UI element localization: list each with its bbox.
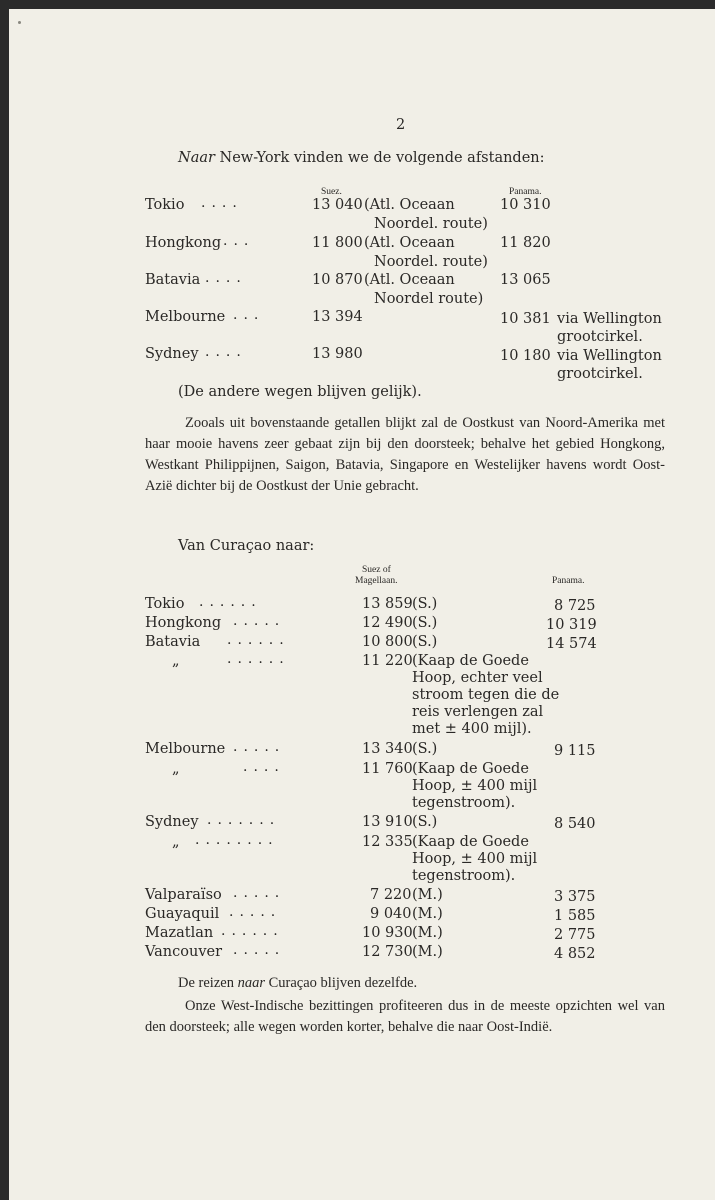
route-line: (Kaap de Goede bbox=[412, 761, 529, 777]
leader-dots: ........ bbox=[195, 832, 279, 848]
route-note: grootcirkel. bbox=[557, 366, 643, 382]
leader-dots: .... bbox=[201, 195, 243, 211]
route-note: via Wellington bbox=[557, 311, 662, 327]
place-name: Hongkong bbox=[145, 235, 222, 251]
place-name: Tokio bbox=[145, 197, 185, 213]
intro-line bbox=[178, 150, 545, 166]
leader-dots: ...... bbox=[199, 594, 262, 610]
route-line: Noordel. route) bbox=[374, 254, 488, 270]
suez-distance: 11 760 bbox=[362, 761, 413, 777]
suez-distance: 13 040 bbox=[312, 197, 363, 213]
col-header-suez: Suez. bbox=[321, 187, 342, 197]
closing-paragraph bbox=[145, 996, 665, 1038]
leader-dots: ..... bbox=[233, 613, 286, 629]
intro-prefix: Naar bbox=[178, 150, 215, 166]
route-line: (S.) bbox=[412, 634, 438, 650]
leader-dots: ... bbox=[233, 307, 265, 323]
route-line: stroom tegen die de bbox=[412, 687, 560, 703]
place-name: Melbourne bbox=[145, 741, 226, 757]
panama-distance: 10 180 bbox=[500, 348, 551, 364]
panama-distance: 2 775 bbox=[554, 927, 596, 943]
paragraph-text: Zooals uit bovenstaande getallen blijkt zal de Oostkust van Noord-Amerika met haar mooie havens zeer gebaat zijn bij den doorsteek; behalve het gebied Hongkong, Westkant Philippijnen, Saigon, Batavia, Singapore en Westelijker havens wordt Oost-Azië dichter bij de Oostkust der Unie gebracht. bbox=[145, 415, 665, 494]
leader-dots: ...... bbox=[221, 923, 284, 939]
suez-distance: 10 930 bbox=[362, 925, 413, 941]
place-name: Sydney bbox=[145, 814, 199, 830]
route-line: (S.) bbox=[412, 596, 438, 612]
document-page bbox=[9, 9, 715, 1200]
suez-distance: 7 220 bbox=[370, 887, 412, 903]
panama-distance: 3 375 bbox=[554, 889, 596, 905]
col-header-suez: Suez of bbox=[362, 565, 391, 575]
closing-emphasis: naar bbox=[237, 975, 265, 991]
route-line: (M.) bbox=[412, 887, 443, 903]
leader-dots: ...... bbox=[227, 632, 290, 648]
route-line: (M.) bbox=[412, 944, 443, 960]
route-line: tegenstroom). bbox=[412, 868, 516, 884]
route-line: (S.) bbox=[412, 814, 438, 830]
route-line: (Atl. Oceaan bbox=[364, 272, 455, 288]
route-line: (Kaap de Goede bbox=[412, 834, 529, 850]
leader-dots: ..... bbox=[233, 942, 286, 958]
place-name: Sydney bbox=[145, 346, 199, 362]
leader-dots: ... bbox=[223, 233, 255, 249]
route-line: Noordel. route) bbox=[374, 216, 488, 232]
leader-dots: ....... bbox=[207, 812, 281, 828]
ditto-mark: „ bbox=[172, 761, 180, 777]
route-line: Noordel route) bbox=[374, 291, 484, 307]
panama-distance: 10 381 bbox=[500, 311, 551, 327]
suez-distance: 11 800 bbox=[312, 235, 363, 251]
ditto-mark: „ bbox=[172, 834, 180, 850]
page-number: 2 bbox=[396, 117, 406, 133]
suez-distance: 13 910 bbox=[362, 814, 413, 830]
section-intro: Van Curaçao naar: bbox=[178, 538, 315, 554]
suez-distance: 12 730 bbox=[362, 944, 413, 960]
suez-distance: 13 980 bbox=[312, 346, 363, 362]
panama-distance: 11 820 bbox=[500, 235, 551, 251]
closing-text: Curaçao blijven dezelfde. bbox=[264, 975, 418, 991]
closing-line bbox=[178, 975, 417, 991]
route-line: (M.) bbox=[412, 925, 443, 941]
route-note: grootcirkel. bbox=[557, 329, 643, 345]
place-name: Tokio bbox=[145, 596, 185, 612]
suez-distance: 13 394 bbox=[312, 309, 363, 325]
closing-text: De reizen bbox=[178, 975, 238, 991]
suez-distance: 12 335 bbox=[362, 834, 413, 850]
route-line: (Atl. Oceaan bbox=[364, 235, 455, 251]
col-header-panama: Panama. bbox=[552, 576, 585, 586]
panama-distance: 4 852 bbox=[554, 946, 596, 962]
route-line: tegenstroom). bbox=[412, 795, 516, 811]
route-line: Hoop, ± 400 mijl bbox=[412, 778, 538, 794]
place-name: Valparaïso bbox=[145, 887, 222, 903]
panama-distance: 8 725 bbox=[554, 598, 596, 614]
panama-distance: 10 319 bbox=[546, 617, 597, 633]
place-name: Batavia bbox=[145, 272, 201, 288]
panama-distance: 8 540 bbox=[554, 816, 596, 832]
col-header-suez: Magellaan. bbox=[355, 576, 398, 586]
panama-distance: 13 065 bbox=[500, 272, 551, 288]
table-footnote: (De andere wegen blijven gelijk). bbox=[178, 384, 422, 400]
place-name: Hongkong bbox=[145, 615, 222, 631]
suez-distance: 12 490 bbox=[362, 615, 413, 631]
route-line: (S.) bbox=[412, 741, 438, 757]
place-name: Batavia bbox=[145, 634, 201, 650]
leader-dots: .... bbox=[205, 344, 247, 360]
route-line: reis verlengen zal bbox=[412, 704, 544, 720]
leader-dots: .... bbox=[205, 270, 247, 286]
suez-distance: 10 800 bbox=[362, 634, 413, 650]
route-line: (Kaap de Goede bbox=[412, 653, 529, 669]
route-line: Hoop, echter veel bbox=[412, 670, 543, 686]
scan-border-top bbox=[0, 0, 715, 9]
leader-dots: ..... bbox=[233, 739, 286, 755]
route-line: (Atl. Oceaan bbox=[364, 197, 455, 213]
suez-distance: 13 859 bbox=[362, 596, 413, 612]
panama-distance: 9 115 bbox=[554, 743, 596, 759]
panama-distance: 1 585 bbox=[554, 908, 596, 924]
suez-distance: 9 040 bbox=[370, 906, 412, 922]
route-line: (M.) bbox=[412, 906, 443, 922]
route-note: via Wellington bbox=[557, 348, 662, 364]
suez-distance: 10 870 bbox=[312, 272, 363, 288]
ditto-mark: „ bbox=[172, 653, 180, 669]
paragraph-text: Onze West-Indische bezittingen profiteeren dus in de meeste opzichten wel van den doorsteek; alle wegen worden korter, behalve die naar Oost-Indië. bbox=[145, 998, 665, 1035]
route-line: Hoop, ± 400 mijl bbox=[412, 851, 538, 867]
body-paragraph bbox=[145, 413, 665, 497]
place-name: Melbourne bbox=[145, 309, 226, 325]
scan-border-left bbox=[0, 0, 9, 1200]
route-line: (S.) bbox=[412, 615, 438, 631]
col-header-panama: Panama. bbox=[509, 187, 542, 197]
place-name: Guayaquil bbox=[145, 906, 220, 922]
suez-distance: 13 340 bbox=[362, 741, 413, 757]
suez-distance: 11 220 bbox=[362, 653, 413, 669]
leader-dots: .... bbox=[243, 759, 285, 775]
leader-dots: ..... bbox=[229, 904, 282, 920]
intro-text: New-York vinden we de volgende afstanden: bbox=[214, 150, 545, 166]
place-name: Vancouver bbox=[145, 944, 223, 960]
leader-dots: ..... bbox=[233, 885, 286, 901]
route-line: met ± 400 mijl). bbox=[412, 721, 532, 737]
panama-distance: 14 574 bbox=[546, 636, 597, 652]
panama-distance: 10 310 bbox=[500, 197, 551, 213]
leader-dots: ...... bbox=[227, 651, 290, 667]
place-name: Mazatlan bbox=[145, 925, 214, 941]
